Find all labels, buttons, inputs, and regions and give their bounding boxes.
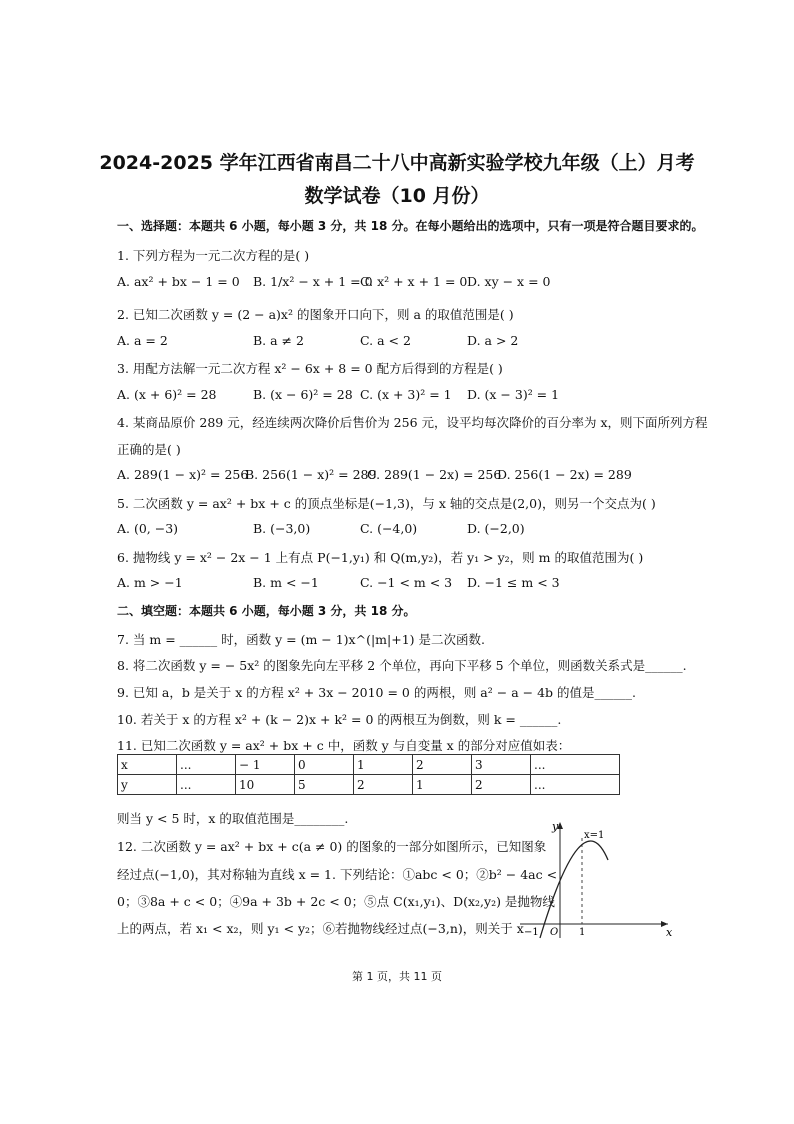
tick-label-neg1: −1	[524, 927, 539, 938]
q12-line1: 12. 二次函数 y = ax² + bx + c(a ≠ 0) 的图象的一部分如图所示，已知图象	[117, 839, 547, 854]
table-cell: 1	[413, 775, 472, 795]
q11-value-table	[117, 754, 620, 795]
table-cell: ...	[177, 775, 236, 795]
q12-line2: 经过点(−1,0)，其对称轴为直线 x = 1. 下列结论：①abc < 0；②b² − 4ac <	[117, 867, 558, 882]
symmetry-label: x=1	[584, 830, 605, 841]
section-choice-heading: 一、选择题：本题共 6 小题，每小题 3 分，共 18 分。在每小题给出的选项中，只有一项是符合题目要求的。	[117, 219, 704, 233]
q1-option-c: C. x² + x + 1 = 0	[360, 274, 468, 289]
q5-option-d: D. (−2,0)	[467, 521, 525, 536]
q4-option-c: C. 289(1 − 2x) = 256	[367, 467, 502, 482]
q8-text: 8. 将二次函数 y = − 5x² 的图象先向左平移 2 个单位，再向下平移 5 个单位，则函数关系式是______.	[117, 658, 687, 673]
section-fill-heading: 二、填空题：本题共 6 小题，每小题 3 分，共 18 分。	[117, 604, 416, 618]
q5-stem: 5. 二次函数 y = ax² + bx + c 的顶点坐标是(−1,3)，与 x 轴的交点是(2,0)，则另一个交点为( )	[117, 496, 656, 511]
table-cell: 2	[472, 775, 531, 795]
q2-option-c: C. a < 2	[360, 333, 411, 348]
q11-tail: 则当 y < 5 时，x 的取值范围是________.	[117, 811, 349, 826]
q9-text: 9. 已知 a，b 是关于 x 的方程 x² + 3x − 2010 = 0 的两根，则 a² − a − 4b 的值是______.	[117, 685, 636, 700]
exam-title-line2: 数学试卷（10 月份）	[304, 185, 490, 207]
q12-line4: 上的两点，若 x₁ < x₂，则 y₁ < y₂；⑥若抛物线经过点(−3,n)，则关于 x	[117, 921, 524, 936]
q1-option-a: A. ax² + bx − 1 = 0	[117, 274, 240, 289]
q3-option-a: A. (x + 6)² = 28	[117, 387, 217, 402]
origin-label: O	[550, 927, 559, 938]
y-axis-label: y	[552, 820, 559, 833]
q1-stem: 1. 下列方程为一元二次方程的是( )	[117, 248, 310, 263]
q1-option-b: B. 1/x² − x + 1 = 0	[253, 274, 373, 289]
q4-option-a: A. 289(1 − x)² = 256	[117, 467, 249, 482]
table-cell: x	[118, 755, 177, 775]
q3-option-b: B. (x − 6)² = 28	[253, 387, 353, 402]
q1-option-d: D. xy − x = 0	[467, 274, 551, 289]
q6-option-b: B. m < −1	[253, 575, 319, 590]
q3-option-c: C. (x + 3)² = 1	[360, 387, 452, 402]
parabola-curve	[540, 841, 608, 938]
page-footer: 第 1 页，共 11 页	[352, 970, 442, 983]
q12-line3: 0；③8a + c < 0；④9a + 3b + 2c < 0；⑤点 C(x₁,y₁)、D(x₂,y₂) 是抛物线	[117, 894, 555, 909]
q11-stem: 11. 已知二次函数 y = ax² + bx + c 中，函数 y 与自变量 x 的部分对应值如表：	[117, 738, 571, 753]
table-cell: ...	[531, 755, 620, 775]
table-cell: 1	[354, 755, 413, 775]
q7-text: 7. 当 m = ______ 时，函数 y = (m − 1)x^(|m|+1) 是二次函数.	[117, 632, 485, 647]
q5-option-b: B. (−3,0)	[253, 521, 311, 536]
table-row	[118, 755, 620, 775]
q4-option-d: D. 256(1 − 2x) = 289	[497, 467, 632, 482]
table-cell: 3	[472, 755, 531, 775]
q6-option-d: D. −1 ≤ m < 3	[467, 575, 560, 590]
table-cell: − 1	[236, 755, 295, 775]
q4-stem-line1: 4. 某商品原价 289 元，经连续两次降价后售价为 256 元，设平均每次降价的百分率为 x，则下面所列方程	[117, 415, 708, 430]
q4-option-b: B. 256(1 − x)² = 289	[245, 467, 377, 482]
table-cell: 10	[236, 775, 295, 795]
q5-option-a: A. (0, −3)	[117, 521, 179, 536]
q2-option-b: B. a ≠ 2	[253, 333, 304, 348]
parabola-graph	[520, 818, 680, 940]
table-cell: y	[118, 775, 177, 795]
q2-stem: 2. 已知二次函数 y = (2 − a)x² 的图象开口向下，则 a 的取值范围是( )	[117, 307, 514, 322]
q6-option-c: C. −1 < m < 3	[360, 575, 453, 590]
q4-stem-line2: 正确的是( )	[117, 442, 181, 457]
q6-stem: 6. 抛物线 y = x² − 2x − 1 上有点 P(−1,y₁) 和 Q(m,y₂)，若 y₁ > y₂，则 m 的取值范围为( )	[117, 550, 644, 565]
table-cell: 5	[295, 775, 354, 795]
table-cell: ...	[531, 775, 620, 795]
table-cell: 2	[354, 775, 413, 795]
q2-option-d: D. a > 2	[467, 333, 519, 348]
table-cell: 2	[413, 755, 472, 775]
exam-title-line1: 2024-2025 学年江西省南昌二十八中高新实验学校九年级（上）月考	[99, 152, 695, 174]
q3-stem: 3. 用配方法解一元二次方程 x² − 6x + 8 = 0 配方后得到的方程是( )	[117, 361, 503, 376]
table-cell: ...	[177, 755, 236, 775]
q10-text: 10. 若关于 x 的方程 x² + (k − 2)x + k² = 0 的两根互为倒数，则 k = ______.	[117, 712, 562, 727]
q2-option-a: A. a = 2	[117, 333, 168, 348]
q5-option-c: C. (−4,0)	[360, 521, 418, 536]
table-row	[118, 775, 620, 795]
q6-option-a: A. m > −1	[117, 575, 183, 590]
table-cell: 0	[295, 755, 354, 775]
tick-label-1: 1	[579, 927, 586, 938]
q3-option-d: D. (x − 3)² = 1	[467, 387, 560, 402]
x-axis-label: x	[666, 926, 673, 939]
